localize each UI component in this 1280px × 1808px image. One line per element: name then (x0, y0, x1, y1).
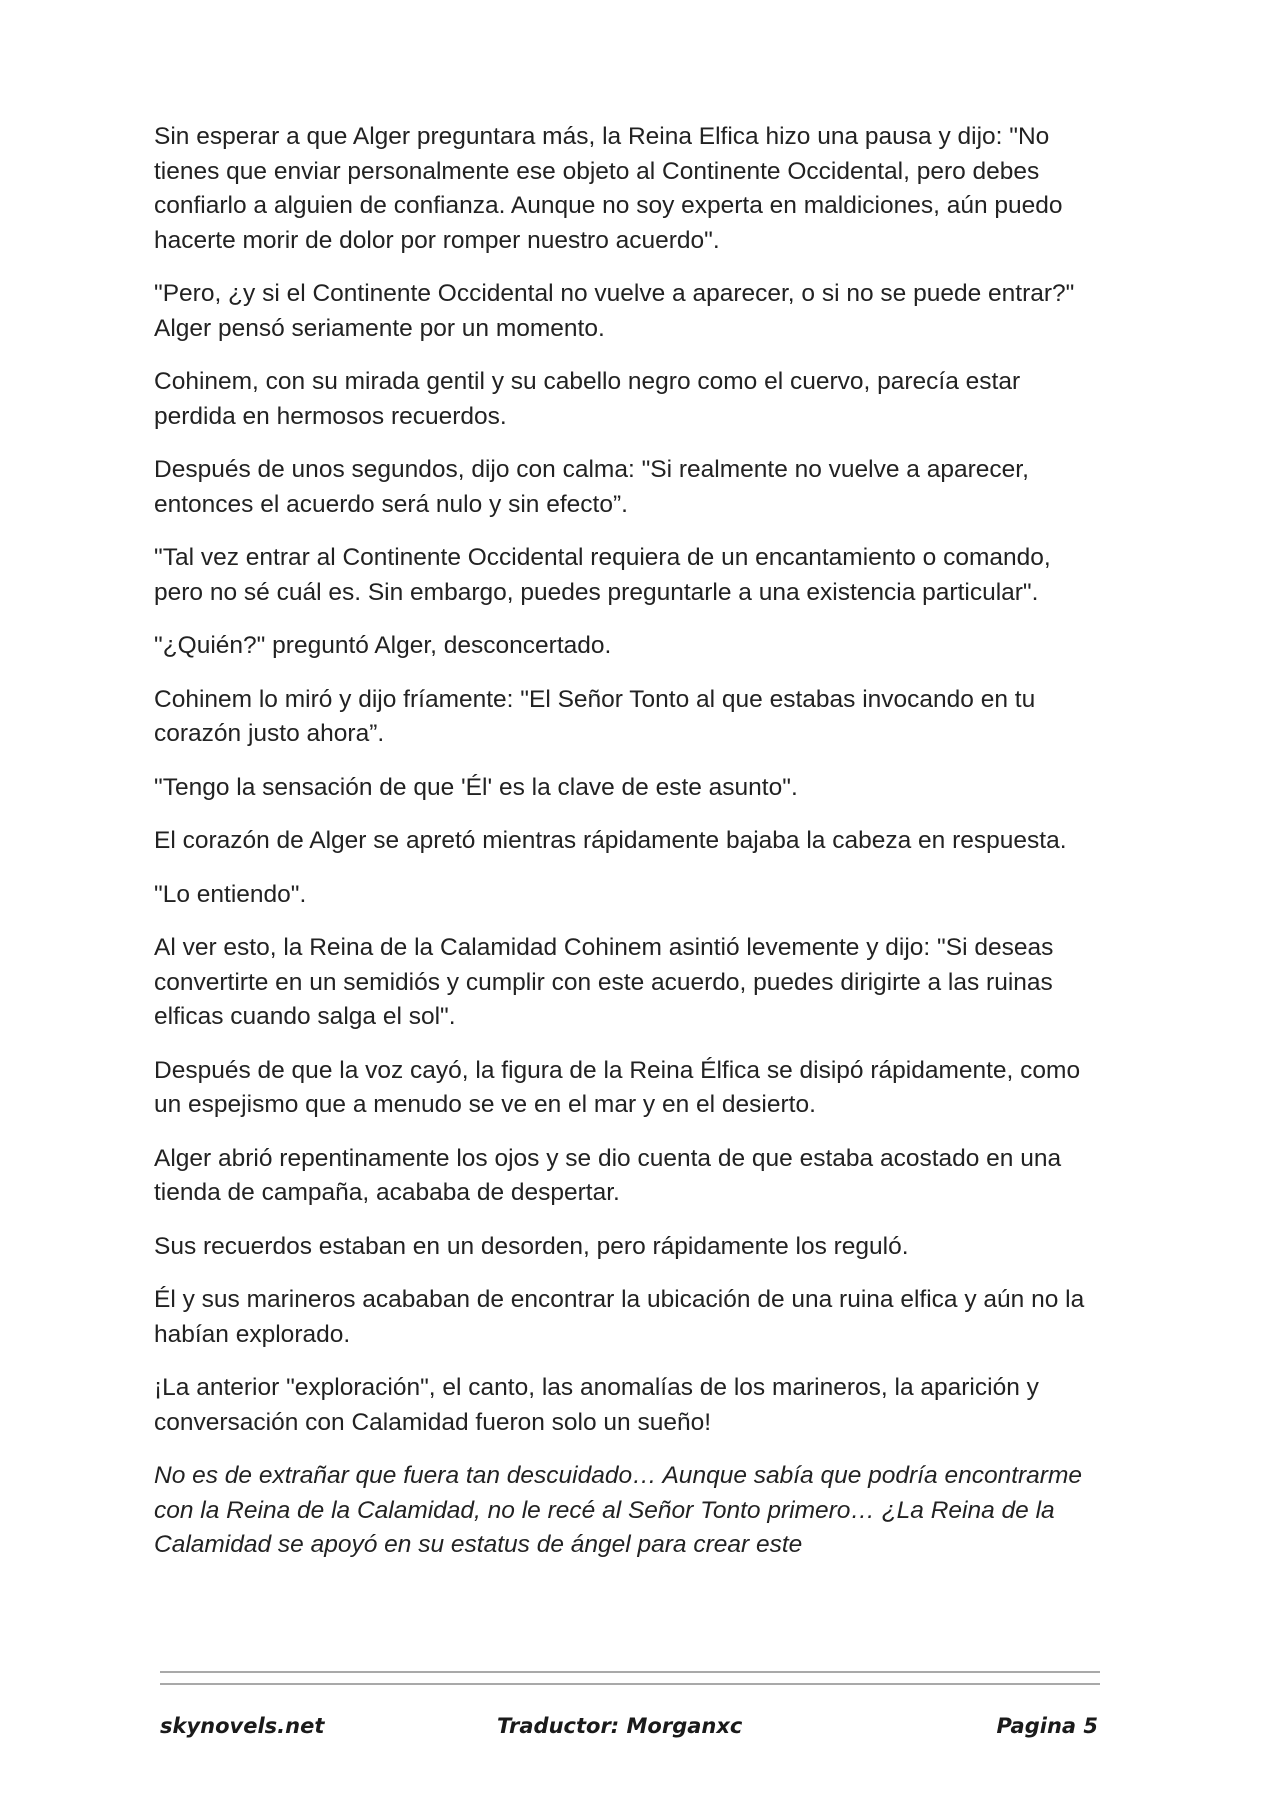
paragraph: "Pero, ¿y si el Continente Occidental no vuelve a aparecer, o si no se puede entrar?" Alger pensó seriamente por un momento. (154, 280, 1075, 342)
paragraph: Cohinem, con su mirada gentil y su cabello negro como el cuervo, parecía estar perdida en hermosos recuerdos. (154, 368, 1021, 430)
paragraph: No es de extrañar que fuera tan descuidado… Aunque sabía que podría encontrarme con la Reina de la Calamidad, no le recé al Señor Tonto primero… ¿La Reina de la Calamidad se apoyó en su estatus de ángel para crear este (154, 1462, 1082, 1558)
paragraph: Al ver esto, la Reina de la Calamidad Cohinem asintió levemente y dijo: "Si deseas convertirte en un semidiós y cumplir con este acuerdo, puedes dirigirte a las ruinas elficas cuando salga el sol". (154, 934, 1054, 1030)
paragraph: "Lo entiendo". (154, 880, 307, 908)
paragraph: Alger abrió repentinamente los ojos y se dio cuenta de que estaba acostado en una tienda de campaña, acababa de despertar. (154, 1144, 1062, 1206)
paragraph: Después de que la voz cayó, la figura de la Reina Élfica se disipó rápidamente, como un espejismo que a menudo se ve en el mar y en el desierto. (154, 1056, 1081, 1118)
paragraph: ¡La anterior "exploración", el canto, las anomalías de los marineros, la aparición y conversación con Calamidad fueron solo un sueño! (154, 1374, 1039, 1436)
paragraph: "Tengo la sensación de que 'Él' es la clave de este asunto". (154, 773, 798, 801)
paragraph: El corazón de Alger se apretó mientras rápidamente bajaba la cabeza en respuesta. (154, 827, 1067, 854)
paragraph: Sin esperar a que Alger preguntara más, la Reina Elfica hizo una pausa y dijo: "No tienes que enviar personalmente ese objeto al Continente Occidental, pero debes confiarlo a alguien de confianza. Aunque no soy experta en maldiciones, aún puedo hacerte morir de dolor por romper nuestro acuerdo". (154, 123, 1063, 254)
footer-rule-top (160, 1671, 1100, 1673)
paragraph: Sus recuerdos estaban en un desorden, pero rápidamente los reguló. (154, 1232, 909, 1260)
paragraph: "¿Quién?" preguntó Alger, desconcertado. (154, 632, 612, 659)
paragraph: Cohinem lo miró y dijo fríamente: "El Señor Tonto al que estabas invocando en tu corazón justo ahora”. (154, 685, 1036, 747)
footer-rule-bottom (160, 1683, 1100, 1685)
paragraph: Después de unos segundos, dijo con calma: "Si realmente no vuelve a aparecer, entonces el acuerdo será nulo y sin efecto”. (154, 456, 1029, 518)
paragraph: "Tal vez entrar al Continente Occidental requiera de un encantamiento o comando, pero no sé cuál es. Sin embargo, puedes preguntarle a una existencia particular". (154, 544, 1051, 606)
footer-page-number: Pagina 5 (996, 1714, 1098, 1738)
footer-divider (160, 1671, 1100, 1695)
footer-site: skynovels.net (160, 1714, 325, 1738)
page-footer (160, 1714, 1100, 1746)
chapter-body (154, 120, 1094, 1582)
paragraph: Él y sus marineros acababan de encontrar la ubicación de una ruina elfica y aún no la habían explorado. (154, 1286, 1085, 1348)
footer-translator: Traductor: Morganxc (497, 1714, 743, 1738)
